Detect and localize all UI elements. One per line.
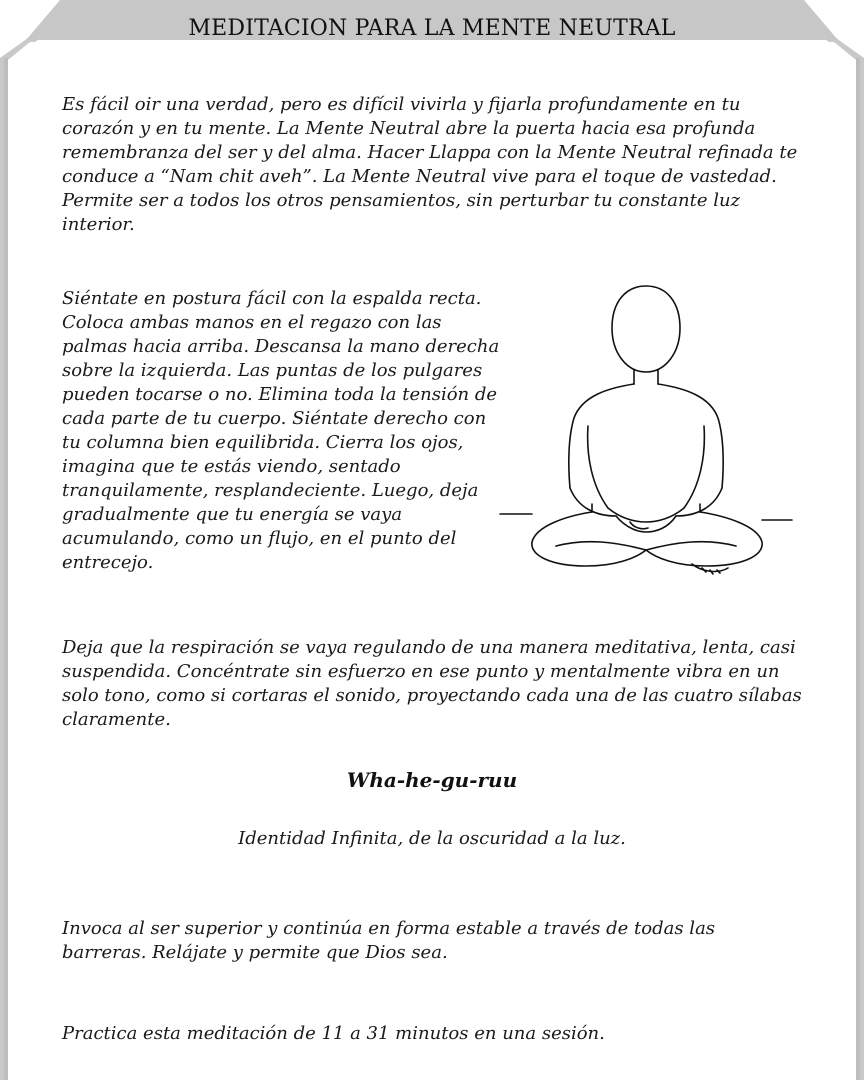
frame-right-line (856, 58, 860, 1080)
practice-paragraph: Practica esta meditación de 11 a 31 minutos en una sesión. (62, 1023, 605, 1044)
page-title: MEDITACION PARA LA MENTE NEUTRAL (188, 16, 676, 41)
breath-paragraph: Deja que la respiración se vaya regulando de una manera meditativa, lenta, casi suspendida. Concéntrate sin esfuerzo en ese punto y mentalmente vibra en un solo tono, como si cortaras el sonido, proyectando cada una de las cuatro sílabas claramente. (62, 637, 802, 730)
intro-paragraph: Es fácil oir una verdad, pero es difícil vivirla y fijarla profundamente en tu corazón y en tu mente. La Mente Neutral abre la puerta hacia esa profunda remembranza del ser y del alma. Hacer Llappa con la Mente Neutral refinada te conduce a “Nam chit aveh”. La Mente Neutral vive para el toque de vastedad. Permite ser a todos los otros pensamientos, sin perturbar tu constante luz interior. (62, 94, 798, 235)
frame-left-line (4, 58, 8, 1080)
seated-meditation-figure-icon (496, 276, 796, 586)
mantra-meaning: Identidad Infinita, de la oscuridad a la luz. (238, 828, 626, 849)
invoke-paragraph: Invoca al ser superior y continúa en forma estable a través de todas las barreras. Relájate y permite que Dios sea. (62, 918, 716, 963)
posture-paragraph: Siéntate en postura fácil con la espalda recta. Coloca ambas manos en el regazo con las palmas hacia arriba. Descansa la mano derecha sobre la izquierda. Las puntas de los pulgares pueden tocarse o no. Elimina toda la tensión de cada parte de tu cuerpo. Siéntate derecho con tu columna bien equilibrida. Cierra los ojos, imagina que te estás viendo, sentado tranquilamente, resplandeciente. Luego, deja gradualmente que tu energía se vaya acumulando, como un flujo, en el punto del entrecejo. (62, 288, 500, 573)
mantra: Wha-he-gu-ruu (346, 768, 518, 792)
